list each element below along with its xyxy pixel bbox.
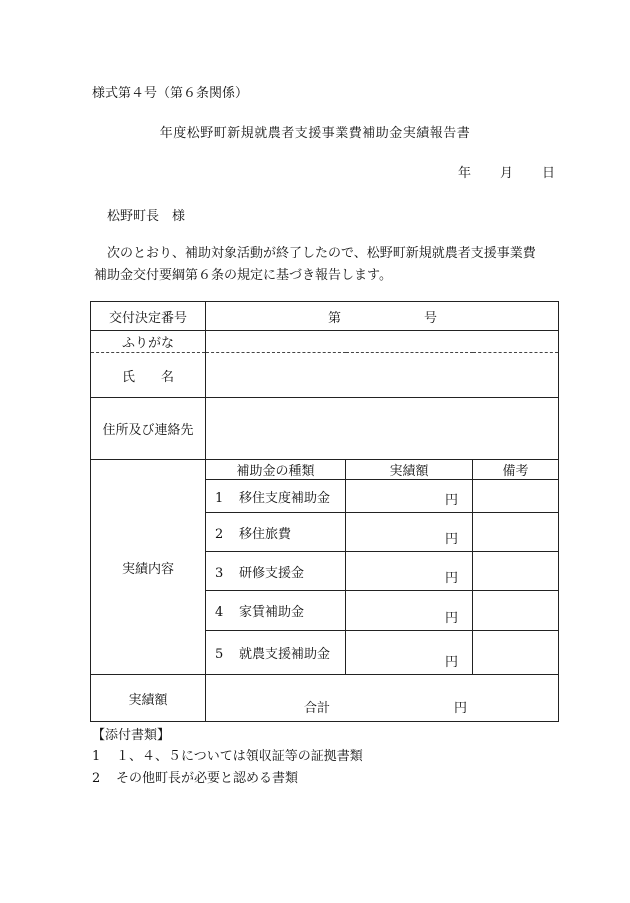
col-remarks-header: 備考: [473, 460, 559, 480]
remarks-field-3[interactable]: [473, 552, 559, 591]
col-amount-header: 実績額: [346, 460, 473, 480]
date-month: 月: [500, 166, 514, 181]
attachment-item-2: 2 その他町長が必要と認める書類: [92, 771, 299, 786]
attachment-item-1: 1 １、４、５については領収証等の証拠書類: [92, 749, 363, 764]
item-1: 1 移住支度補助金: [206, 480, 346, 513]
total-label: 合計: [304, 701, 331, 716]
total-field[interactable]: [206, 675, 559, 722]
amount-field-2[interactable]: 円: [346, 513, 473, 552]
decision-number-field[interactable]: [206, 302, 559, 331]
item-3: 3 研修支援金: [206, 552, 346, 591]
remarks-field-4[interactable]: [473, 591, 559, 631]
total-yen: 円: [454, 701, 468, 716]
remarks-field-1[interactable]: [473, 480, 559, 513]
body-text: [94, 243, 564, 287]
furigana-field[interactable]: [206, 331, 559, 353]
body-line-1: 次のとおり、補助対象活動が終了したので、松野町新規就農者支援事業費: [107, 246, 536, 261]
address-label: 住所及び連絡先: [91, 398, 206, 460]
item-2: 2 移住旅費: [206, 513, 346, 552]
amount-field-1[interactable]: 円: [346, 480, 473, 513]
total-row-label: 実績額: [91, 675, 206, 722]
name-field[interactable]: [206, 353, 559, 398]
attachments-heading: 【添付書類】: [92, 728, 171, 743]
name-label: 氏 名: [91, 353, 206, 398]
item-5: 5 就農支援補助金: [206, 631, 346, 675]
decision-number-label: 交付決定番号: [91, 302, 206, 331]
decision-number-prefix: 第: [328, 310, 342, 326]
furigana-label: ふりがな: [91, 331, 206, 353]
body-line-2: 補助金交付要綱第６条の規定に基づき報告します。: [94, 268, 392, 283]
results-label: 実績内容: [91, 460, 206, 675]
amount-field-4[interactable]: 円: [346, 591, 473, 631]
document-title: 年度松野町新規就農者支援事業費補助金実績報告書: [159, 126, 471, 141]
col-type-header: 補助金の種類: [206, 460, 346, 480]
amount-field-5[interactable]: 円: [346, 631, 473, 675]
report-table: [90, 301, 559, 722]
form-number: 様式第４号（第６条関係）: [92, 86, 249, 101]
decision-number-suffix: 号: [424, 310, 438, 326]
date-year: 年: [458, 166, 472, 181]
item-4: 4 家賃補助金: [206, 591, 346, 631]
addressee: 松野町長 様: [107, 209, 186, 224]
date-line: [458, 162, 555, 181]
remarks-field-2[interactable]: [473, 513, 559, 552]
amount-field-3[interactable]: 円: [346, 552, 473, 591]
date-day: 日: [542, 166, 556, 181]
remarks-field-5[interactable]: [473, 631, 559, 675]
address-field[interactable]: [206, 398, 559, 460]
